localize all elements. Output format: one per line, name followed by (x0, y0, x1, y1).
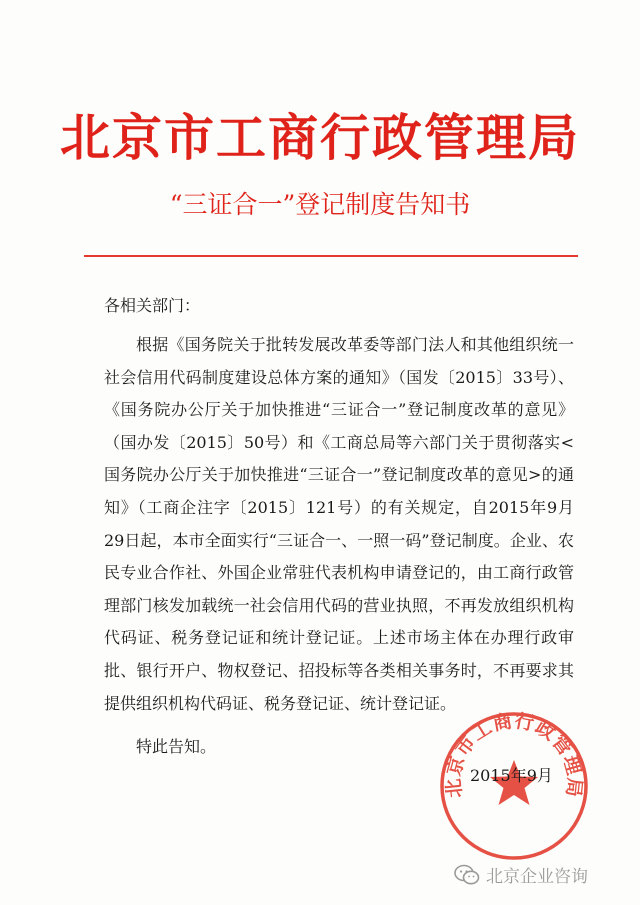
salutation: 各相关部门： (104, 296, 201, 315)
watermark (454, 862, 588, 887)
svg-text:北京市工商行政管理局: 北京市工商行政管理局 (442, 710, 586, 799)
body-paragraph: 根据《国务院关于批转发展改革委等部门法人和其他组织统一社会信用代码制度建设总体方案的通知》（国发〔2015〕33号）、《国务院办公厅关于加快推进“三证合一”登记制度改革的意见》（国办发〔2015〕50号）和《工商总局等六部门关于贯彻落实<国务院办公厅关于加快推进“三证合一”登记制度改革的意见>的通知》（工商企注字〔2015〕121号）的有关规定，自2015年9月29日起，本市全面实行“三证合一、一照一码”登记制度。企业、农民专业合作社、外国企业常驻代表机构申请登记的，由工商行政管理部门核发加载统一社会信用代码的营业执照，不再发放组织机构代码证、税务登记证和统计登记证。上述市场主体在办理行政审批、银行开户、物权登记、招投标等各类相关事务时，不再要求其提供组织机构代码证、税务登记证、统计登记证。 (104, 335, 574, 713)
closing-line: 特此告知。 (136, 737, 217, 756)
header-rule (84, 255, 578, 257)
document-title: “三证合一”登记制度告知书 (169, 190, 471, 219)
watermark-text: 北京企业咨询 (486, 867, 588, 887)
wechat-icon (454, 864, 480, 886)
issuer-title: 北京市工商行政管理局 (60, 108, 580, 167)
issue-date: 2015年9月 (470, 766, 553, 785)
